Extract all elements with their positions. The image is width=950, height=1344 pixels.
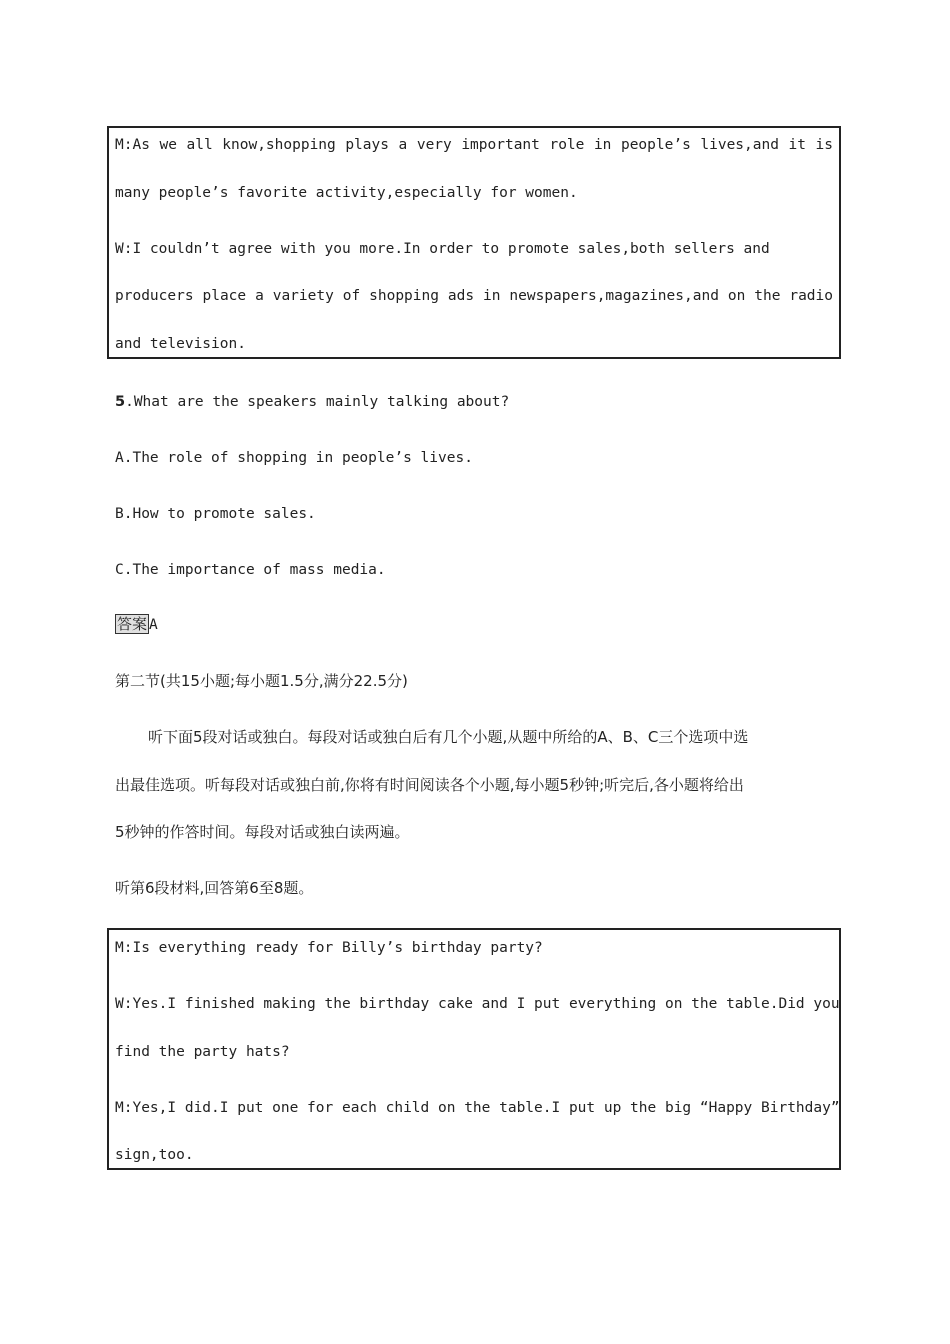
dialogue-line: sign,too. bbox=[115, 1147, 194, 1163]
question-number: 5 bbox=[115, 394, 126, 410]
question-5 bbox=[115, 392, 509, 412]
instructions-line: 5秒钟的作答时间。每段对话或独白读两遍。 bbox=[115, 823, 410, 841]
dialogue-line: M:Yes,I did.I put one for each child on the table.I put up the big “Happy Birthday” bbox=[115, 1100, 840, 1116]
option-b: B.How to promote sales. bbox=[115, 506, 316, 522]
instructions-line: 出最佳选项。听每段对话或独白前,你将有时间阅读各个小题,每小题5秒钟;听完后,各小题将给出 bbox=[115, 776, 744, 794]
dialogue-line: many people’s favorite activity,especially for women. bbox=[115, 185, 578, 201]
dialogue-box-1 bbox=[107, 126, 841, 359]
option-a: A.The role of shopping in people’s lives. bbox=[115, 450, 473, 466]
answer-row bbox=[115, 614, 158, 635]
dialogue-line: W:I couldn’t agree with you more.In order to promote sales,both sellers and bbox=[115, 241, 770, 257]
dialogue-line: and television. bbox=[115, 336, 246, 352]
section-heading: 第二节(共15小题;每小题1.5分,满分22.5分) bbox=[115, 672, 408, 690]
material-prompt: 听第6段材料,回答第6至8题。 bbox=[115, 879, 314, 897]
dialogue-box-2 bbox=[107, 928, 841, 1170]
question-text: .What are the speakers mainly talking about? bbox=[125, 394, 510, 410]
option-c: C.The importance of mass media. bbox=[115, 562, 386, 578]
dialogue-line: producers place a variety of shopping ads in newspapers,magazines,and on the radio bbox=[115, 288, 833, 304]
dialogue-line: find the party hats? bbox=[115, 1044, 290, 1060]
dialogue-line: W:Yes.I finished making the birthday cake and I put everything on the table.Did you bbox=[115, 996, 840, 1012]
instructions-line: 听下面5段对话或独白。每段对话或独白后有几个小题,从题中所给的A、B、C三个选项中选 bbox=[148, 728, 749, 746]
dialogue-line: M:As we all know,shopping plays a very important role in people’s lives,and it is bbox=[115, 137, 833, 153]
answer-label: 答案 bbox=[117, 615, 148, 633]
dialogue-line: M:Is everything ready for Billy’s birthday party? bbox=[115, 940, 543, 956]
answer-value: A bbox=[149, 617, 158, 633]
